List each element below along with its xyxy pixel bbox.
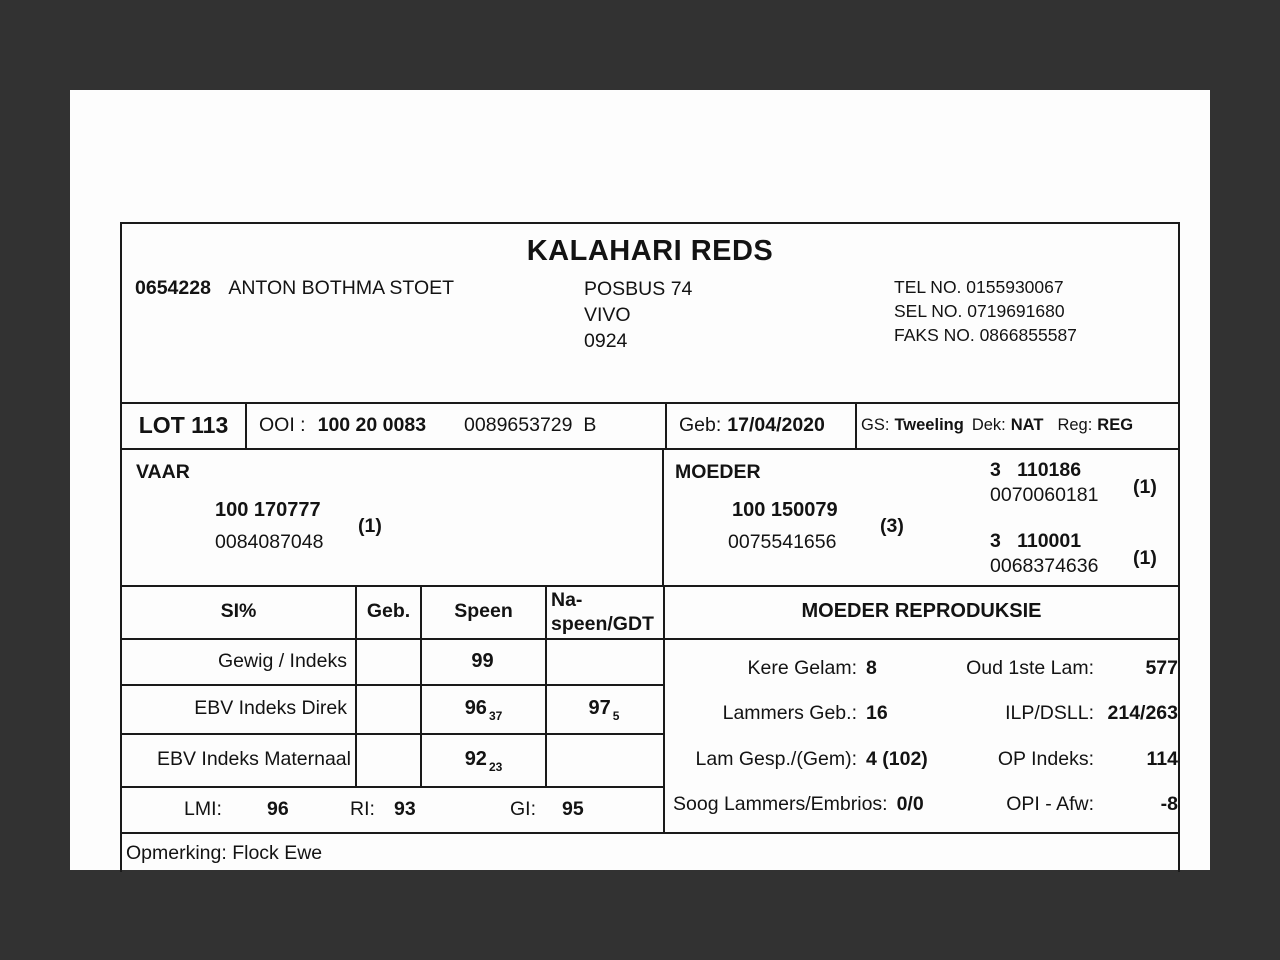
geb-value: 17/04/2020	[727, 414, 825, 436]
divider-lot-col3	[855, 402, 857, 450]
repro-value: -8	[1160, 792, 1178, 815]
granddam1-id-bold: 3 110186	[990, 459, 1082, 481]
row-speen-value	[422, 686, 545, 731]
tel-number: TEL NO. 0155930067	[894, 277, 1064, 297]
repro-value: 114	[1146, 747, 1178, 770]
lmi-value: 96	[267, 798, 289, 820]
breeder-number: 0654228	[135, 277, 211, 299]
granddam2-note: (1)	[1133, 547, 1157, 569]
lmi-label: LMI:	[184, 798, 222, 820]
divider-vaar-moeder	[662, 448, 664, 587]
granddam2-id-bold: 3 110001	[990, 530, 1082, 552]
repro-label: ILP/DSLL:	[1005, 701, 1094, 724]
sex-label: OOI :	[259, 414, 306, 436]
repro-left-pair	[673, 657, 877, 680]
value-accuracy: 37	[488, 708, 503, 723]
breeder-name: ANTON BOTHMA STOET	[228, 277, 455, 299]
sire-section-label: VAAR	[136, 461, 190, 483]
repro-left-pair	[673, 748, 928, 771]
dek-label: Dek:	[971, 415, 1006, 434]
repro-value: 8	[866, 656, 877, 679]
granddam1-note: (1)	[1133, 476, 1157, 498]
value: 97	[588, 697, 611, 719]
stud-title: KALAHARI REDS	[526, 235, 774, 267]
dam-section-label: MOEDER	[675, 461, 761, 483]
repro-right-pair	[1006, 793, 1178, 816]
value-accuracy: 23	[488, 759, 503, 774]
value: 96	[464, 697, 487, 719]
sire-id-bold: 100 170777	[215, 499, 321, 521]
document-page	[70, 90, 1210, 870]
repro-label: OPI - Afw:	[1006, 792, 1094, 815]
repro-row	[673, 654, 1178, 682]
dam-id-plain: 0075541656	[728, 531, 837, 553]
lot-number: LOT 113	[138, 411, 229, 438]
repro-left-pair	[673, 793, 924, 816]
breeder-line	[135, 276, 454, 300]
address-line: VIVO	[584, 304, 631, 326]
row-speen-value	[422, 735, 545, 784]
repro-label: Lammers Geb.:	[722, 701, 857, 724]
birthdate-cell	[679, 402, 849, 448]
geb-label: Geb:	[679, 414, 722, 436]
dam-id-bold: 100 150079	[732, 499, 838, 521]
gi-value: 95	[562, 798, 584, 820]
repro-row	[673, 699, 1178, 727]
gi-label: GI:	[510, 798, 537, 820]
repro-right-pair	[998, 748, 1178, 771]
address-line: 0924	[584, 330, 628, 352]
si-index-footer	[122, 786, 663, 832]
row-label: EBV Indeks Maternaal	[156, 748, 351, 770]
repro-value: 4 (102)	[866, 747, 928, 770]
divider-lot-bottom	[122, 448, 1178, 450]
dek-value: NAT	[1010, 415, 1044, 434]
row-naspeen-value	[547, 686, 661, 731]
divider-footer-bottom	[122, 832, 1178, 834]
value-accuracy: 5	[612, 708, 620, 723]
value: 99	[471, 649, 494, 672]
divider-lot-col2	[665, 402, 667, 450]
animal-id-plain: 0089653729 B	[464, 414, 597, 436]
status-cell	[861, 402, 1176, 448]
breeder-address	[584, 276, 692, 354]
repro-label: Lam Gesp./(Gem):	[695, 747, 857, 770]
repro-row	[673, 745, 1178, 773]
reg-label: Reg:	[1057, 415, 1093, 434]
remark-line: Opmerking: Flock Ewe	[126, 842, 323, 864]
animal-id-bold: 100 20 0083	[317, 414, 427, 436]
repro-label: Soog Lammers/Embrios:	[673, 792, 888, 815]
granddam1-id-plain: 0070060181	[990, 484, 1099, 506]
fax-number: FAKS NO. 0866855587	[894, 325, 1077, 345]
dam-note: (3)	[880, 515, 904, 537]
address-line: POSBUS 74	[584, 278, 693, 300]
cell-number: SEL NO. 0719691680	[894, 301, 1065, 321]
gs-value: Tweeling	[894, 415, 964, 434]
reproduction-section-title: MOEDER REPRODUKSIE	[801, 600, 1042, 622]
auction-catalog-card	[120, 222, 1180, 872]
divider-lot-col1	[245, 402, 247, 450]
repro-row	[673, 790, 1178, 818]
ri-value: 93	[394, 798, 416, 820]
repro-value: 577	[1145, 656, 1178, 679]
value: 92	[464, 748, 487, 770]
breeder-phones	[894, 275, 1077, 347]
granddam2-id-plain: 0068374636	[990, 555, 1099, 577]
repro-label: Kere Gelam:	[747, 656, 857, 679]
row-label: Gewig / Indeks	[218, 649, 347, 672]
repro-value: 214/263	[1107, 701, 1178, 724]
sire-note: (1)	[358, 515, 382, 537]
repro-value: 16	[866, 701, 888, 724]
repro-label: Oud 1ste Lam:	[966, 656, 1094, 679]
repro-label: OP Indeks:	[997, 747, 1094, 770]
repro-right-pair	[966, 657, 1178, 680]
repro-left-pair	[673, 702, 888, 725]
col-header-geb: Geb.	[366, 600, 411, 622]
col-header-si: SI%	[220, 600, 257, 622]
animal-id-cell	[259, 402, 659, 448]
repro-right-pair	[1005, 702, 1178, 725]
repro-value: 0/0	[896, 792, 924, 815]
row-speen-value	[422, 640, 545, 682]
ri-label: RI:	[350, 798, 375, 820]
gs-label: GS:	[861, 415, 890, 434]
col-header-naspeen: Na-speen/GDT	[551, 589, 654, 635]
col-header-speen: Speen	[454, 600, 513, 622]
sire-id-plain: 0084087048	[215, 531, 324, 553]
reg-value: REG	[1097, 415, 1134, 434]
row-label: EBV Indeks Direk	[194, 697, 347, 719]
